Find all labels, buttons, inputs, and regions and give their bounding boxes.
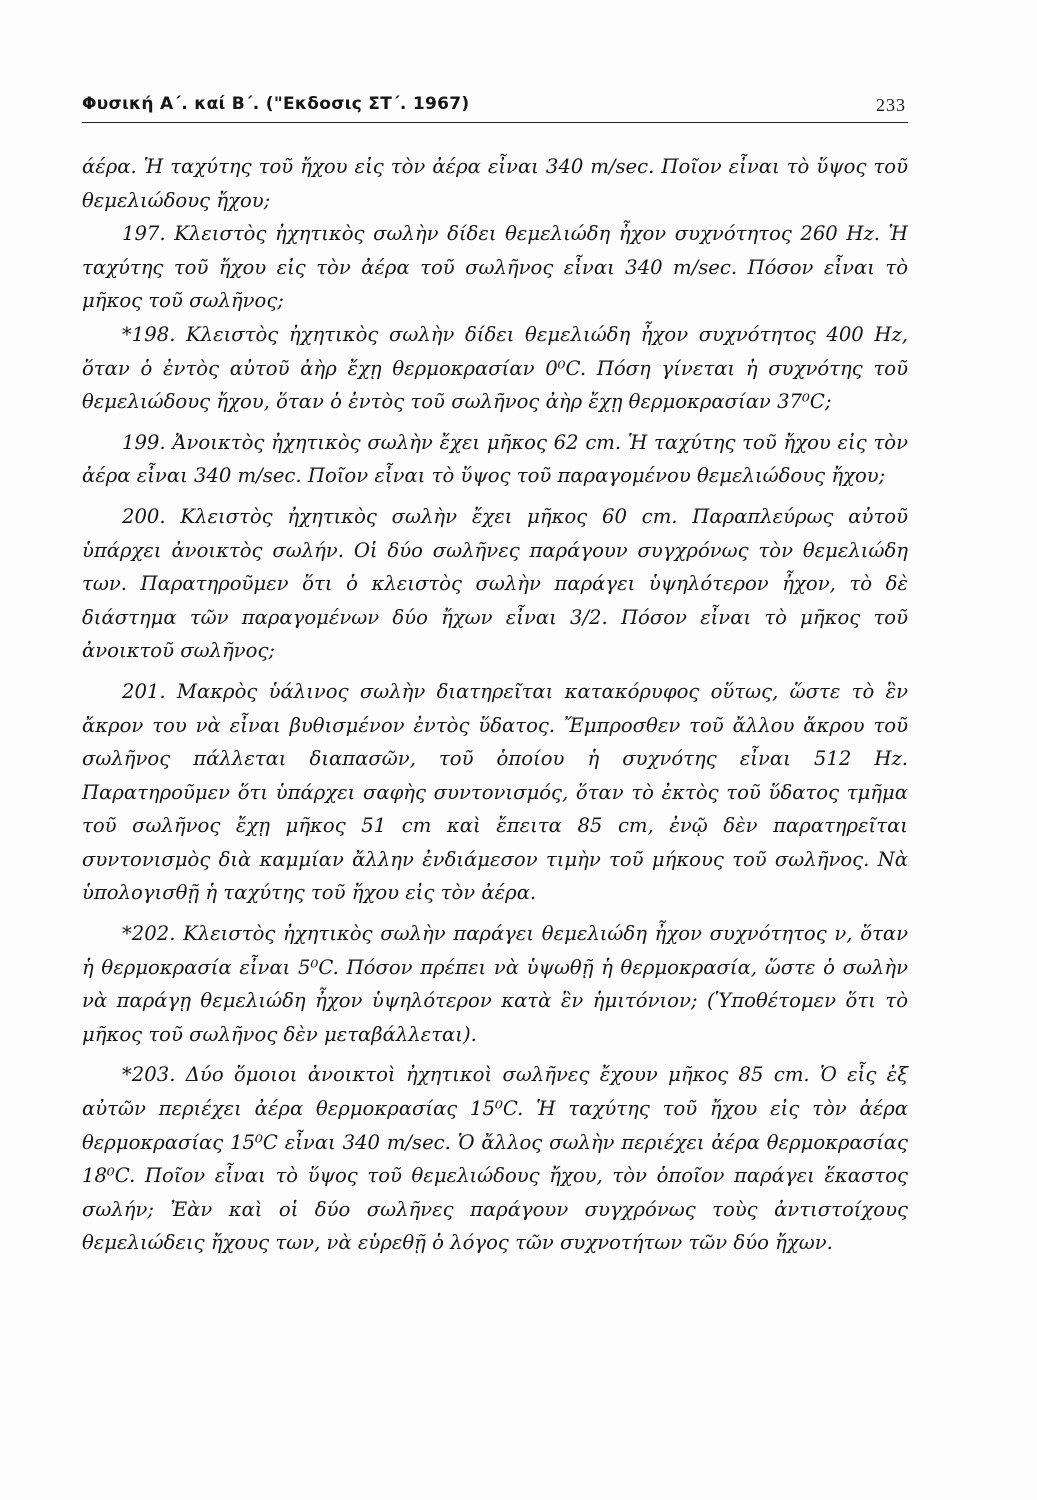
problem-202: *202. Κλειστὸς ἠχητικὸς σωλὴν παράγει θεμελιώδη ἦχον συχνότητος ν, ὅταν ἡ θερμοκρασία εἶναι 5⁰C. Πόσον πρέπει νὰ ὑψωθῇ ἡ θερμοκρασία, ὥστε ὁ σωλὴν νὰ παράγῃ θεμελιώδη ἦχον ὑψηλότερον κατὰ ἓν ἡμιτόνιον; (Ὑποθέτομεν ὅτι τὸ μῆκος τοῦ σωλῆνος δὲν μεταβάλλεται). — [82, 922, 908, 1046]
problem-199: 199. Ἀνοικτὸς ἠχητικὸς σωλὴν ἔχει μῆκος 62 cm. Ἡ ταχύτης τοῦ ἤχου εἰς τὸν ἀέρα εἶναι 340 m/sec. Ποῖον εἶναι τὸ ὕψος τοῦ παραγομένου θεμελιώδους ἤχου; — [82, 430, 908, 488]
paragraph-continued: άέρα. Ἡ ταχύτης τοῦ ἤχου εἰς τὸν ἀέρα εἶναι 340 m/sec. Ποῖον εἶναι τὸ ὕψος τοῦ θεμελιώδους ἤχου; — [82, 155, 908, 212]
page-number: 233 — [876, 95, 906, 115]
running-title: Φυσική Α΄. καί Β΄. ("Εκδοσις ΣΤ΄. 1967) — [82, 94, 470, 114]
problem-198: *198. Κλειστὸς ἠχητικὸς σωλὴν δίδει θεμελιώδη ἦχον συχνότητος 400 Hz, ὅταν ὁ ἐντὸς αὐτοῦ ἀὴρ ἔχῃ θερμοκρασίαν 0⁰C. Πόση γίνεται ἡ συχνότης τοῦ θεμελιώδους ἤχου, ὅταν ὁ ἐντὸς τοῦ σωλῆνος ἀὴρ ἔχῃ θερμοκρασίαν 37⁰C; — [82, 322, 908, 414]
problem-200: 200. Κλειστὸς ἠχητικὸς σωλὴν ἔχει μῆκος 60 cm. Παραπλεύρως αὐτοῦ ὑπάρχει ἀνοικτὸς σωλήν. Οἱ δύο σωλῆνες παράγουν συγχρόνως τὸν θεμελιώδη των. Παρατηροῦμεν ὅτι ὁ κλειστὸς σωλὴν παράγει ὑψηλότερον ἦχον, τὸ δὲ διάστημα τῶν παραγομένων δύο ἤχων εἶναι 3/2. Πόσον εἶναι τὸ μῆκος τοῦ ἀνοικτοῦ σωλῆνος; — [82, 504, 908, 663]
problem-201: 201. Μακρὸς ὑάλινος σωλὴν διατηρεῖται κατακόρυφος οὕτως, ὥστε τὸ ἓν ἄκρον του νὰ εἶναι βυθισμένον ἐντὸς ὕδατος. Ἔμπροσθεν τοῦ ἄλλου ἄκρου τοῦ σωλῆνος πάλλεται διαπασῶν, τοῦ ὁποίου ἡ συχνότης εἶναι 512 Hz. Παρατηροῦμεν ὅτι ὑπάρχει σαφὴς συντονισμός, ὅταν τὸ ἐκτὸς τοῦ ὕδατος τμῆμα τοῦ σωλῆνος ἔχῃ μῆκος 51 cm καὶ ἔπειτα 85 cm, ἐνῷ δὲν παρατηρεῖται συντονισμὸς διὰ καμμίαν ἄλλην ἐνδιάμεσον τιμὴν τοῦ μήκους τοῦ σωλῆνος. Νὰ ὑπολογισθῇ ἡ ταχύτης τοῦ ἤχου εἰς τὸν ἀέρα. — [82, 679, 908, 905]
page-body — [82, 150, 908, 1260]
problem-203: *203. Δύο ὅμοιοι ἀνοικτοὶ ἠχητικοὶ σωλῆνες ἔχουν μῆκος 85 cm. Ὁ εἷς ἐξ αὐτῶν περιέχει ἀέρα θερμοκρασίας 15⁰C. Ἡ ταχύτης τοῦ ἤχου εἰς τὸν ἀέρα θερμοκρασίας 15⁰C εἶναι 340 m/sec. Ὁ ἄλλος σωλὴν περιέχει ἀέρα θερμοκρασίας 18⁰C. Ποῖον εἶναι τὸ ὕψος τοῦ θεμελιώδους ἤχου, τὸν ὁποῖον παράγει ἕκαστος σωλήν; Ἐὰν καὶ οἱ δύο σωλῆνες παράγουν συγχρόνως τοὺς ἀντιστοίχους θεμελιώδεις ἤχους των, νὰ εὑρεθῇ ὁ λόγος τῶν συχνοτήτων τῶν δύο ἤχων. — [82, 1063, 908, 1255]
problem-197: 197. Κλειστὸς ἠχητικὸς σωλὴν δίδει θεμελιώδη ἦχον συχνότητος 260 Hz. Ἡ ταχύτης τοῦ ἤχου εἰς τὸν ἀέρα τοῦ σωλῆνος εἶναι 340 m/sec. Πόσον εἶναι τὸ μῆκος τοῦ σωλῆνος; — [82, 222, 908, 313]
running-header — [82, 92, 908, 123]
